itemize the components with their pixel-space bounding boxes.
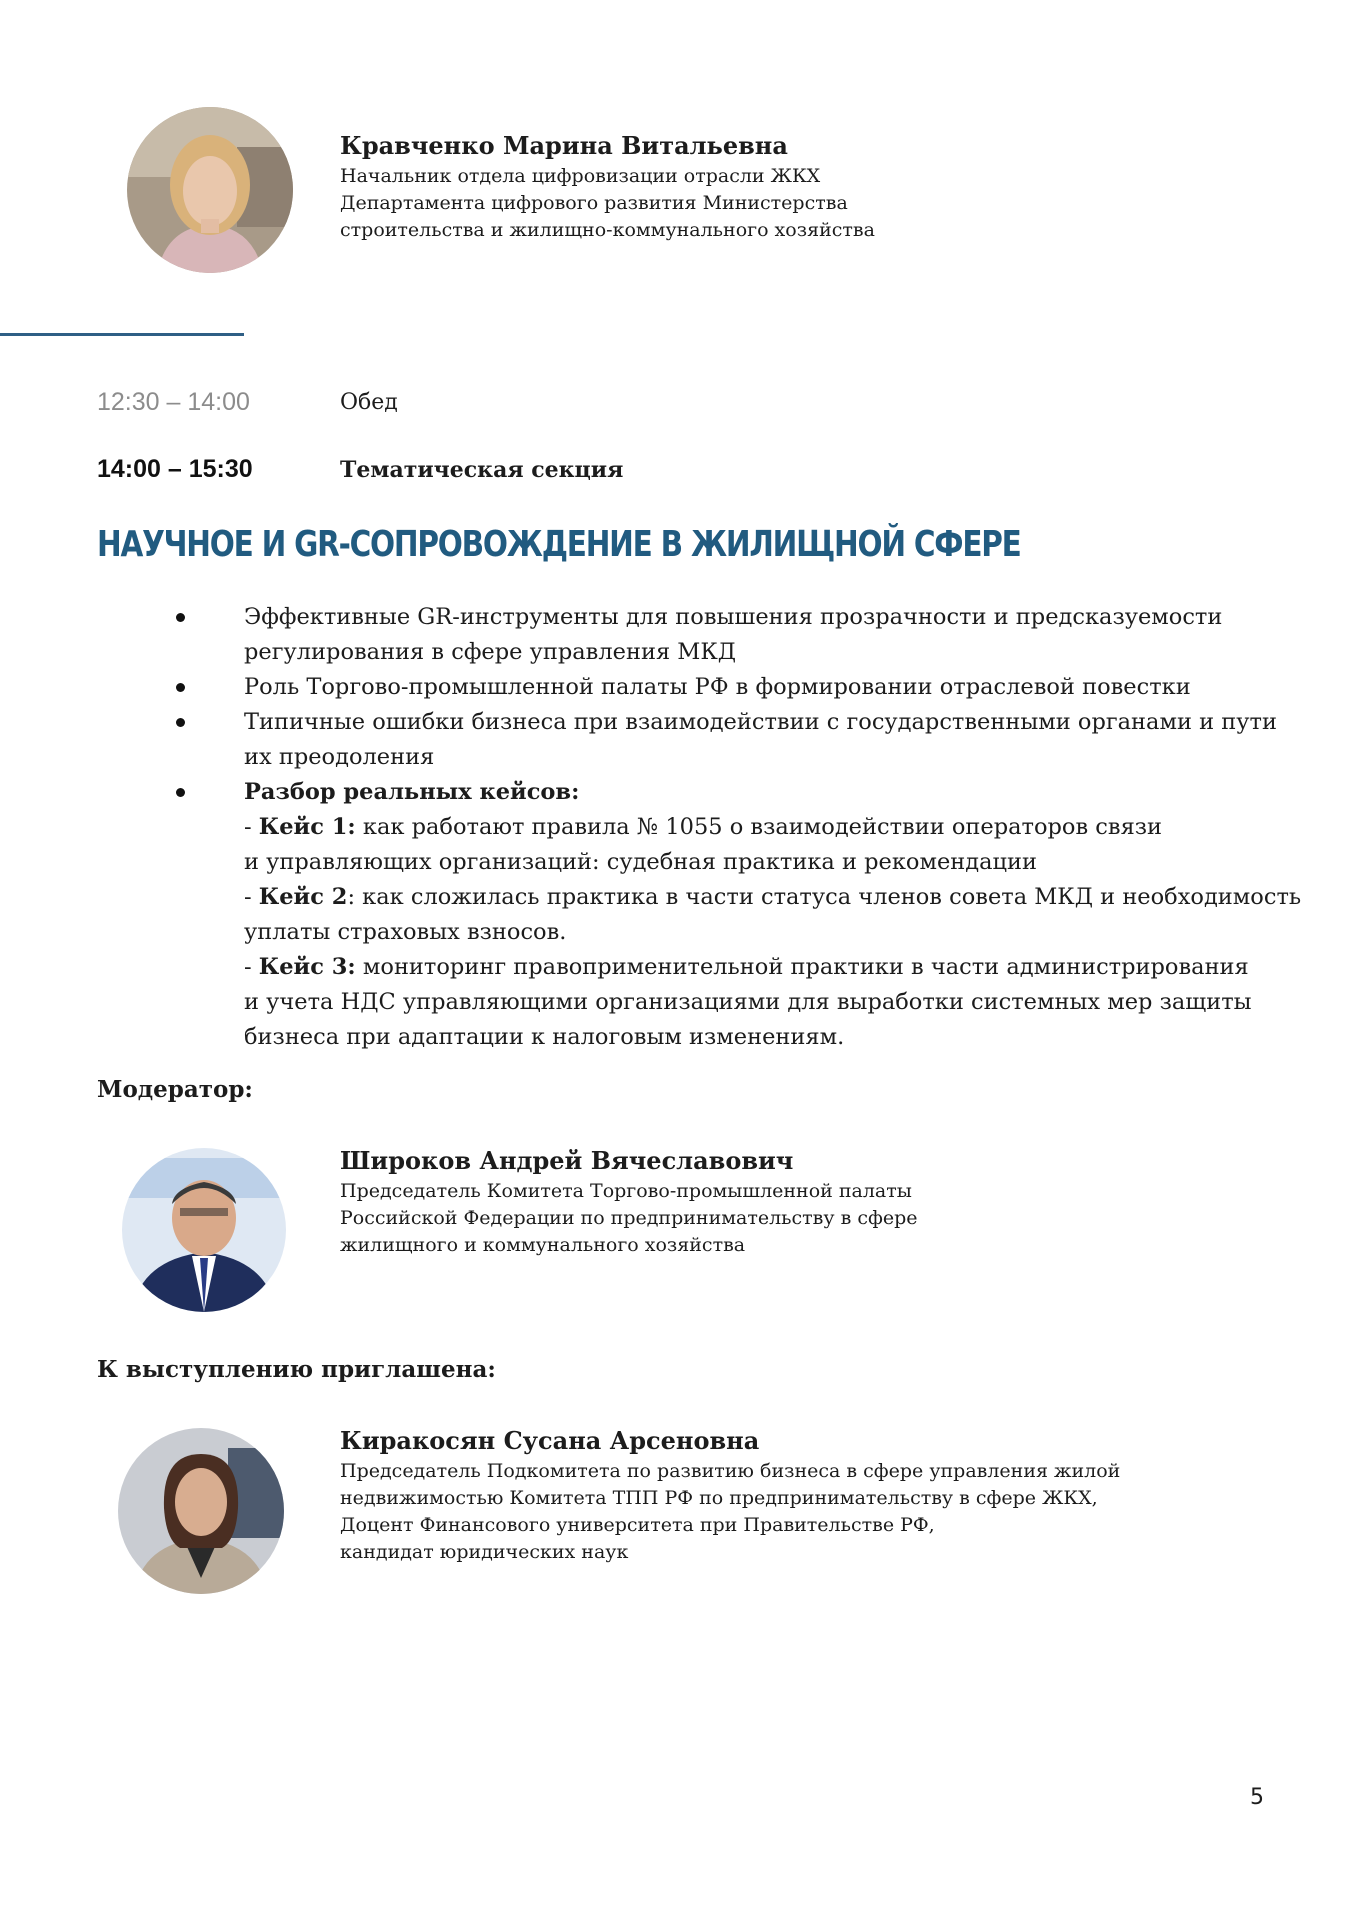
speaker-title-line: Председатель Подкомитета по развитию бизнеса в сфере управления жилой — [340, 1460, 1121, 1482]
speaker-title-line: Департамента цифрового развития Министерства — [340, 192, 848, 214]
invited-name: Киракосян Сусана Арсеновна — [340, 1426, 760, 1455]
speaker-title-line: Председатель Комитета Торгово-промышленной палаты — [340, 1180, 912, 1202]
speaker-title-line: Доцент Финансового университета при Правительстве РФ, — [340, 1514, 935, 1536]
speaker-name: Кравченко Марина Витальевна — [340, 131, 788, 160]
invited-title — [340, 1458, 1120, 1566]
speaker-title-line: Начальник отдела цифровизации отрасли ЖКХ — [340, 165, 821, 187]
bullet-icon — [176, 718, 185, 727]
list-item: Эффективные GR-инструменты для повышения прозрачности и предсказуемости регулирования в сфере управления МКД — [176, 600, 1286, 670]
speaker-photo-shirokov — [122, 1148, 286, 1312]
bullet-icon — [176, 613, 185, 622]
speaker-title-line: Российской Федерации по предпринимательству в сфере — [340, 1207, 918, 1229]
list-item: Типичные ошибки бизнеса при взаимодействии с государственными органами и пути их преодоления — [176, 705, 1286, 775]
schedule-label-lunch: Обед — [340, 390, 398, 415]
section-heading: НАУЧНОЕ И GR-СОПРОВОЖДЕНИЕ В ЖИЛИЩНОЙ СФЕРЕ — [97, 524, 1021, 565]
schedule-label-section: Тематическая секция — [340, 457, 624, 483]
case-3: - Кейс 3: мониторинг правоприменительной практики в части администрирования — [244, 954, 1249, 980]
portrait-man-icon — [122, 1148, 286, 1312]
speaker-photo-kirakosyan — [118, 1428, 284, 1594]
speaker-title-line: кандидат юридических наук — [340, 1541, 629, 1563]
speaker-photo-kravchenko — [127, 107, 293, 273]
list-item: Роль Торгово-промышленной палаты РФ в формировании отраслевой повестки — [176, 670, 1286, 705]
bullet-icon — [176, 683, 185, 692]
case-2: - Кейс 2: как сложилась практика в части статуса членов совета МКД и необходимость — [244, 884, 1302, 910]
portrait-woman-icon — [118, 1428, 284, 1594]
section-divider — [0, 333, 244, 336]
speaker-title-line: недвижимостью Комитета ТПП РФ по предпринимательству в сфере ЖКХ, — [340, 1487, 1098, 1509]
moderator-label: Модератор: — [97, 1076, 253, 1103]
moderator-name: Широков Андрей Вячеславович — [340, 1146, 794, 1175]
portrait-woman-icon — [127, 107, 293, 273]
bullet-icon — [176, 788, 185, 797]
topic-list — [176, 600, 1302, 1055]
speaker-title — [340, 163, 875, 244]
schedule-time-section: 14:00 – 15:30 — [97, 455, 253, 483]
case-1: - Кейс 1: как работают правила № 1055 о взаимодействии операторов связи — [244, 814, 1163, 840]
speaker-title-line: строительства и жилищно-коммунального хозяйства — [340, 219, 875, 241]
schedule-time-lunch: 12:30 – 14:00 — [97, 388, 250, 416]
invited-label: К выступлению приглашена: — [97, 1356, 496, 1383]
list-item: Разбор реальных кейсов: - Кейс 1: как работают правила № 1055 о взаимодействии операторов связи и управляющих организаций: судебная практика и рекомендации - Кейс 2: как сложилась практика в части статуса членов совета МКД и необходимость уплаты страховых взносов. - Кейс 3: мониторинг правоприменительной практики в части администрирования и учета НДС управляющими организациями для выработки системных мер защиты бизнеса при адаптации к налоговым изменениям. — [176, 775, 1286, 1055]
cases-heading: Разбор реальных кейсов: — [244, 779, 580, 805]
speaker-title-line: жилищного и коммунального хозяйства — [340, 1234, 746, 1256]
page-number: 5 — [1250, 1785, 1264, 1810]
moderator-title — [340, 1178, 918, 1259]
